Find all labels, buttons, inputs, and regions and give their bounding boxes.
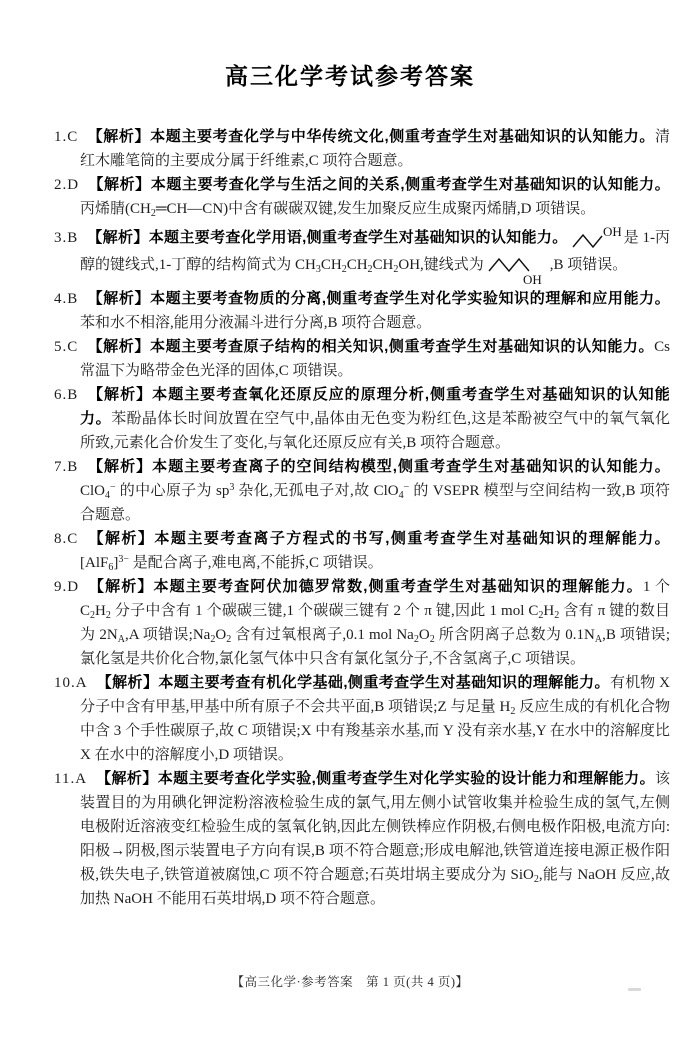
analysis-text: 有机物 X 分子中含有甲基,甲基中所有原子不会共平面,B 项错误;Z 与足量 $H_2$ 反应生成的有机化合物中含 3 个手性碳原子,故 C 项错误;X 中有羧基亲水基,而 Y 没有亲水基,Y 在水中的溶解度比 X 在水中的溶解度小,D 项错误。: [80, 675, 670, 763]
answer-item: [54, 527, 670, 575]
analysis-text: 该装置目的为用碘化钾淀粉溶液检验生成的氯气,用左侧小试管收集并检验生成的氢气,左侧电极附近溶液变红检验生成的氢氧化钠,因此左侧铁棒应作阴极,右侧电极作阳极,电流方向:阳极→阴极,图示装置电子方向有误,B 项不符合题意;形成电解池,铁管道连接电源正极作阳极,铁失电子,铁管道被腐蚀,C 项不符合题意;石英坩埚主要成分为 SiO$_2$,能与 NaOH 反应,故加热 NaOH 不能用石英坩埚,D 项不符合题意。: [80, 771, 670, 907]
analysis-heading: 【解析】本题主要考查物质的分离,侧重考查学生对化学实验知识的理解和应用能力。: [87, 290, 670, 307]
answer-list: [54, 125, 670, 911]
butanol-skeletal-structure: [487, 251, 547, 287]
analysis-heading: 【解析】本题主要考查有机化学基础,侧重考查学生对基础知识的理解能力。: [96, 674, 610, 691]
analysis-text: $[AlF_6]^{3-}$ 是配合离子,难电离,不能拆,C 项错误。: [80, 554, 383, 573]
question-answer-label: 9.D: [54, 579, 80, 595]
question-answer-label: 10.A: [54, 675, 88, 691]
answer-item: [54, 125, 670, 173]
answer-item: [54, 335, 670, 383]
question-answer-label: 2.D: [54, 177, 80, 193]
analysis-heading: 【解析】本题主要考查化学实验,侧重考查学生对化学实验的设计能力和理解能力。: [96, 770, 655, 787]
analysis-text: 苯酚晶体长时间放置在空气中,晶体由无色变为粉红色,这是苯酚被空气中的氧气氧化所致,元素化合价发生了变化,与氧化还原反应有关,B 项符合题意。: [80, 411, 670, 451]
analysis-heading: 【解析】本题主要考查化学与生活之间的关系,侧重考查学生对基础知识的认知能力。: [88, 176, 670, 193]
question-answer-label: 1.C: [54, 129, 79, 145]
answer-item: [54, 173, 670, 221]
answer-item: [54, 671, 670, 767]
analysis-heading: 【解析】本题主要考查化学与中华传统文化,侧重考查学生对基础知识的认知能力。: [87, 128, 655, 145]
question-answer-label: 8.C: [54, 531, 79, 547]
question-answer-label: 5.C: [54, 339, 79, 355]
exam-answer-page: [0, 58, 700, 1041]
analysis-text: Cs 常温下为略带金色光泽的固体,C 项错误。: [80, 339, 670, 379]
analysis-text: ClO$_4$− 的中心原子为 $sp^3$ 杂化,无孤电子对,故 ClO$_4$− 的 VSEPR 模型与空间结构一致,B 项符合题意。: [80, 482, 670, 523]
page-title: 高三化学考试参考答案: [225, 63, 475, 89]
question-answer-label: 4.B: [54, 291, 79, 307]
analysis-heading: 【解析】本题主要考查原子结构的相关知识,侧重考查学生对基础知识的认知能力。: [87, 338, 655, 355]
analysis-text: 清红木雕笔筒的主要成分属于纤维素,C 项符合题意。: [80, 129, 670, 169]
answer-item: [54, 575, 670, 671]
analysis-text: 1 个 $C_2H_2$ 分子中含有 1 个碳碳三键,1 个碳碳三键有 2 个 π 键,因此 1 mol $C_2H_2$ 含有 π 键的数目为 $2N_A,A$ 项错误$;Na_2O_2$ 含有过氧根离子,0.1 mol $Na_2O_2$ 所含阴离子总数为 $0.1N_A,B$ 项错误;氯化氢是共价化合物,氯化氢气体中只含有氯化氢分子,不含氢离子,C 项错误。: [80, 579, 671, 667]
question-answer-label: 11.A: [54, 771, 88, 787]
analysis-text: 苯和水不相溶,能用分液漏斗进行分离,B 项符合题意。: [80, 315, 432, 331]
question-answer-label: 7.B: [54, 459, 79, 475]
hydroxyl-label: OH: [602, 224, 621, 239]
question-answer-label: 3.B: [54, 230, 79, 246]
analysis-text: 是 1-丙醇的键线式,1-丁醇的结构简式为 $CH_3CH_2CH_2CH_2OH$,键线式为: [80, 230, 670, 275]
analysis-heading: 【解析】本题主要考查氧化还原反应的原理分析,侧重考查学生对基础知识的认知能力。: [80, 386, 670, 427]
analysis-heading: 【解析】本题主要考查阿伏加德罗常数,侧重考查学生对基础知识的理解能力。: [88, 578, 643, 595]
answer-item: [54, 221, 670, 287]
answer-item: [54, 767, 670, 911]
analysis-text: ,B 项错误。: [549, 257, 628, 273]
scan-artifact-mark: [628, 988, 641, 991]
question-answer-label: 6.B: [54, 387, 79, 403]
analysis-heading: 【解析】本题主要考查化学用语,侧重考查学生对基础知识的认知能力。: [87, 229, 568, 246]
answer-item: [54, 383, 670, 455]
answer-item: [54, 455, 670, 527]
answer-item: [54, 287, 670, 335]
propanol-skeletal-structure: [571, 221, 621, 251]
analysis-heading: 【解析】本题主要考查离子的空间结构模型,侧重考查学生对基础知识的认知能力。: [87, 458, 670, 475]
page-footer: 【高三化学·参考答案 第 1 页(共 4 页)】: [231, 975, 469, 989]
hydroxyl-label: OH: [522, 272, 542, 287]
analysis-heading: 【解析】本题主要考查离子方程式的书写,侧重考查学生对基础知识的理解能力。: [87, 530, 670, 547]
analysis-text: 丙烯腈$(CH_2═CH—CN)$中含有碳碳双键,发生加聚反应生成聚丙烯腈,D 项错误。: [80, 201, 596, 219]
